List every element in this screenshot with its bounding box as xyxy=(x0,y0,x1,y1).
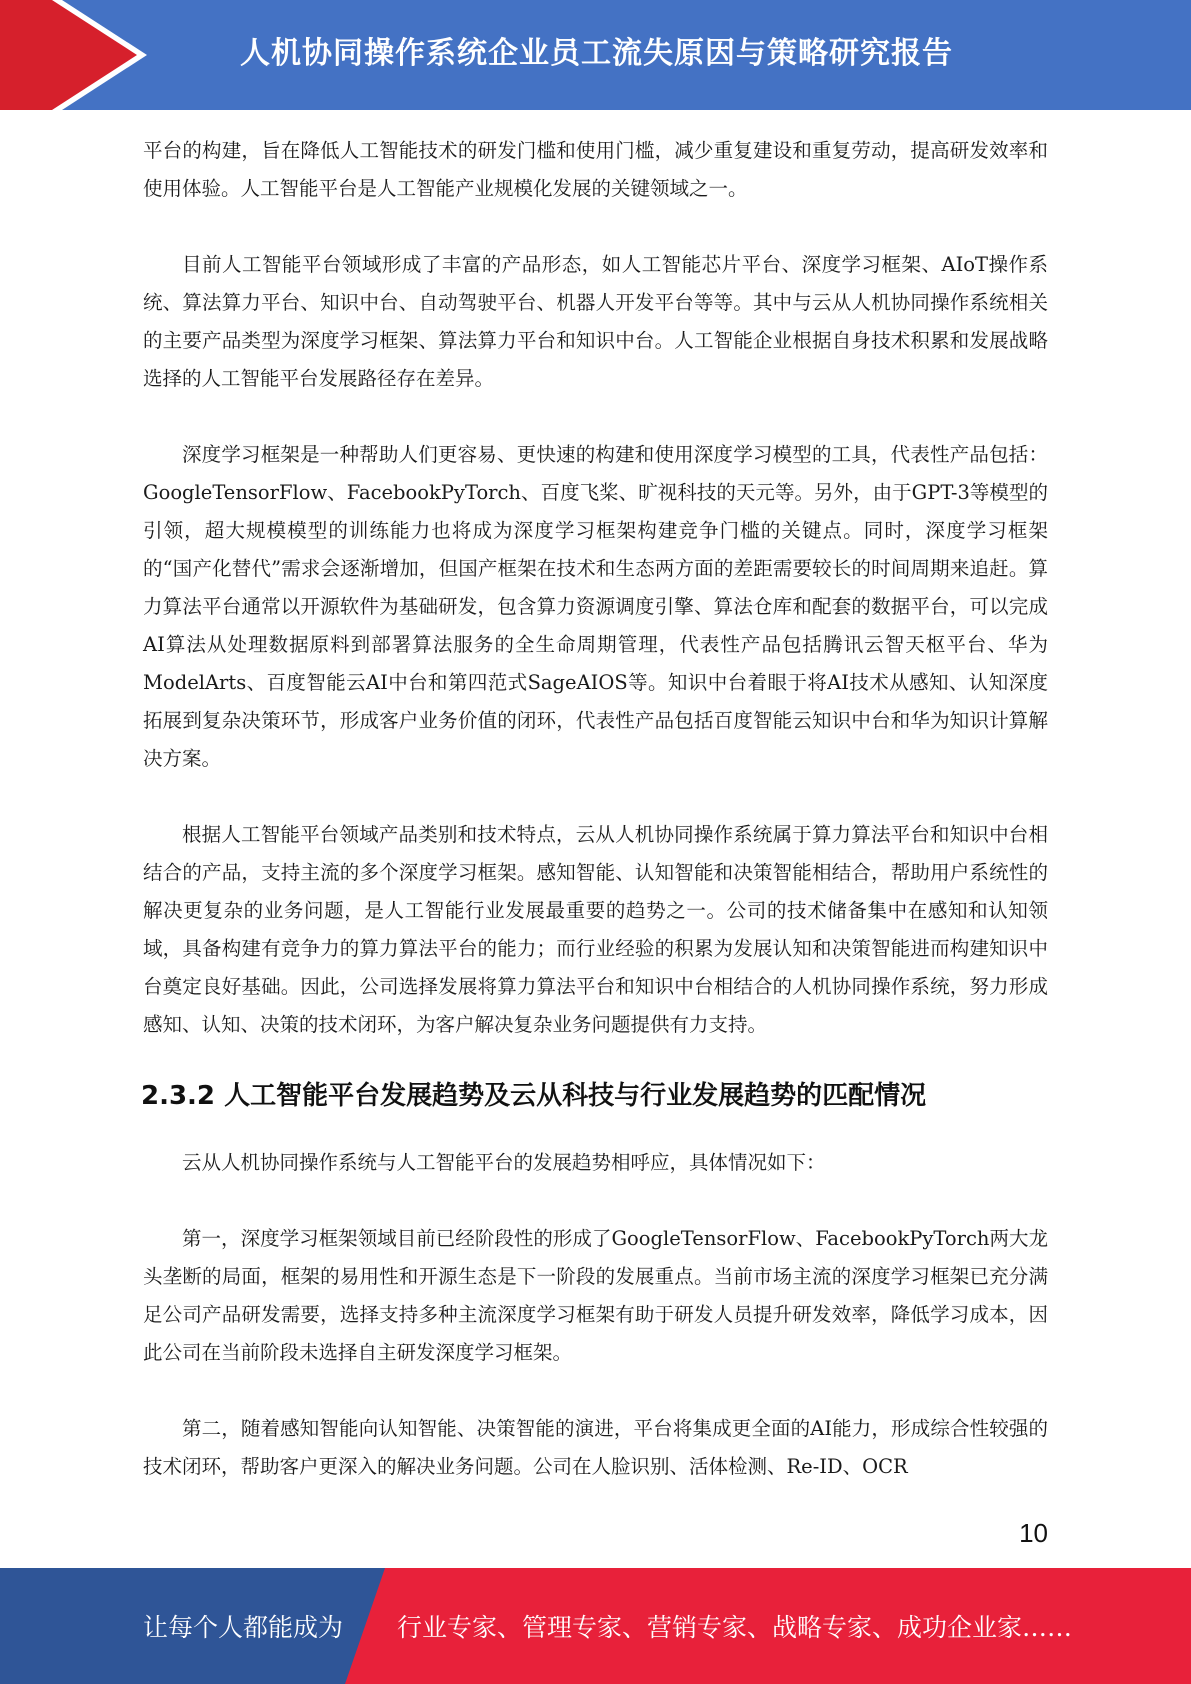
header-title: 人机协同操作系统企业员工流失原因与策略研究报告 xyxy=(240,36,953,71)
body-paragraph: 第二，随着感知智能向认知智能、决策智能的演进，平台将集成更全面的AI能力，形成综合性较强的技术闭环，帮助客户更深入的解决业务问题。公司在人脸识别、活体检测、Re-ID、OCR xyxy=(143,1417,1048,1478)
section-heading: 2.3.2 人工智能平台发展趋势及云从科技与行业发展趋势的匹配情况 xyxy=(141,1081,927,1111)
red-arrow-icon xyxy=(0,0,160,110)
page-footer xyxy=(0,1568,1191,1684)
body-paragraph: 根据人工智能平台领域产品类别和技术特点，云从人机协同操作系统属于算力算法平台和知识中台相结合的产品，支持主流的多个深度学习框架。感知智能、认知智能和决策智能相结合，帮助用户系统性的解决更复杂的业务问题，是人工智能行业发展最重要的趋势之一。公司的技术储备集中在感知和认知领域，具备构建有竞争力的算力算法平台的能力；而行业经验的积累为发展认知和决策智能进而构建知识中台奠定良好基础。因此，公司选择发展将算力算法平台和知识中台相结合的人机协同操作系统，努力形成感知、认知、决策的技术闭环，为客户解决复杂业务问题提供有力支持。 xyxy=(143,823,1048,1036)
page-number: 10 xyxy=(1019,1518,1048,1548)
body-paragraph: 深度学习框架是一种帮助人们更容易、更快速的构建和使用深度学习模型的工具，代表性产品包括：GoogleTensorFlow、FacebookPyTorch、百度飞桨、旷视科技的天元等。另外，由于GPT-3等模型的引领，超大规模模型的训练能力也将成为深度学习框架构建竞争门槛的关键点。同时，深度学习框架的“国产化替代”需求会逐渐增加，但国产框架在技术和生态两方面的差距需要较长的时间周期来追赶。算力算法平台通常以开源软件为基础研发，包含算力资源调度引擎、算法仓库和配套的数据平台，可以完成AI算法从处理数据原料到部署算法服务的全生命周期管理，代表性产品包括腾讯云智天枢平台、华为ModelArts、百度智能云AI中台和第四范式SageAIOS等。知识中台着眼于将AI技术从感知、认知深度拓展到复杂决策环节，形成客户业务价值的闭环，代表性产品包括百度智能云知识中台和华为知识计算解决方案。 xyxy=(143,443,1048,770)
footer-roles: 行业专家、管理专家、营销专家、战略专家、成功企业家…… xyxy=(397,1613,1073,1642)
body-paragraph: 目前人工智能平台领域形成了丰富的产品形态，如人工智能芯片平台、深度学习框架、AIoT操作系统、算法算力平台、知识中台、自动驾驶平台、机器人开发平台等等。其中与云从人机协同操作系统相关的主要产品类型为深度学习框架、算法算力平台和知识中台。人工智能企业根据自身技术积累和发展战略选择的人工智能平台发展路径存在差异。 xyxy=(143,253,1048,390)
page-header xyxy=(0,0,1191,110)
body-paragraph: 平台的构建，旨在降低人工智能技术的研发门槛和使用门槛，减少重复建设和重复劳动，提高研发效率和使用体验。人工智能平台是人工智能产业规模化发展的关键领域之一。 xyxy=(143,139,1048,200)
body-paragraph: 云从人机协同操作系统与人工智能平台的发展趋势相呼应，具体情况如下： xyxy=(182,1151,826,1174)
document-body xyxy=(143,132,1048,1524)
footer-slogan: 让每个人都能成为 xyxy=(143,1613,344,1642)
body-paragraph: 第一，深度学习框架领域目前已经阶段性的形成了GoogleTensorFlow、FacebookPyTorch两大龙头垄断的局面，框架的易用性和开源生态是下一阶段的发展重点。当前市场主流的深度学习框架已充分满足公司产品研发需要，选择支持多种主流深度学习框架有助于研发人员提升研发效率，降低学习成本，因此公司在当前阶段未选择自主研发深度学习框架。 xyxy=(143,1227,1048,1364)
